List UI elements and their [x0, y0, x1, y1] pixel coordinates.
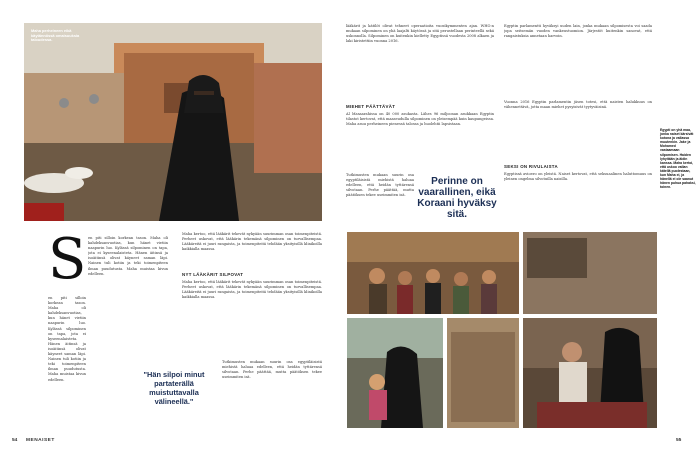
pull-quote-top: Perinne on vaarallinen, eikä Koraani hyväksy sitä.	[417, 176, 497, 220]
bottom-right-photo-collage	[347, 232, 657, 428]
page-number-right: 55	[676, 438, 682, 443]
body-text-bl-col2-top: Maha kertoo, että lääkärit tekevät nykyään suurimman osan toimenpiteistä. Perheet uskovat, että lääkärin tekemänä silpominen on turvallisempaa. Lääkäreitä ei juuri rangaista, ja toimenpiteitä tehdään yksityisillä klinikoilla kaikkialla maassa.	[182, 232, 322, 252]
body-text-col4-top: Egyptin parlamentti hyväksyi uuden lain, jonka mukaan silpomisesta voi saada jopa seitsemän vuoden vankeustuomion. Järjestöt kuitenkin sanovat, että rangaistuksia annetaan harvoin.	[504, 24, 652, 39]
pull-quote-bottom: "Hän silpoi minut partaterällä muistuttavalla välineellä."	[143, 370, 205, 406]
drop-cap: S	[48, 227, 87, 292]
body-text-col4-mid: Vuonna 2016 Egyptin parlamentin jäsen totesi, että naisten halukkuus on vähennettävä, jotta maan miehet pysyisivät tyytyväisinä.	[504, 100, 652, 110]
section-header-nyt: NYT LÄÄKÄRIT SILPOVAT	[182, 272, 244, 277]
page-number-left: 54	[12, 438, 18, 443]
body-text-bl-col1-b: en piti silloin korkean tason. Maha oli kahdeksanvuotias, kun hänet vietiin naapurin luo. Kylässä silpominen on tapa, jota ei kyseenalaisteta. Hänen äitinsä ja isoäitinsä olivat käyneet saman läpi. Nainen tuli kotiin ja teki toimenpiteen ilman puudutusta. Maha muistaa kivun edelleen.	[48, 296, 86, 382]
body-text-bl-col2: Maha kertoo, että lääkärit tekevät nykyään suurimman osan toimenpiteistä. Perheet uskovat, että lääkärin tekemänä silpominen on turvallisempaa. Lääkäreitä ei juuri rangaista, ja toimenpiteitä tehdään yksityisillä klinikoilla kaikkialla maassa.	[182, 280, 322, 300]
body-text-col3-bottom: Tutkimusten mukaan suurin osa egyptiläisistä miehistä haluaa edelleen, että heidän tyttärensä silvotaan. Perhe päättää, mutta päätöksen tekee useimmiten isä.	[346, 173, 414, 198]
section-header-miehet: MIEHET PÄÄTTÄVÄT	[346, 104, 396, 109]
right-margin-caption: Egypti on yhä maa, jonka naiset kärsivät kotona ja vallassa muutenkin. Jake ja Mohamed vastaamaan silpomisen. Haiden lyhyitään ja äidin kanssa. Maha kertoi, että uskoo vallan kätellä puolestaan, kun Maha ei, ja hänellä ei ole saanut hänen puhua pahaksi, toinen.	[660, 128, 696, 190]
footer-left-label: MENAISET	[26, 438, 55, 443]
body-text-col4-bottom: Egyptissä avioero on yleistä. Naiset kertovat, että seksuaalinen haluttomuus on yleinen ongelma silvotuilla naisilla.	[504, 172, 652, 182]
body-text-col3-mid: Al Masaarahissa on 40 000 asukasta. Lähes 96 miljoonan asukkaan Egyptin tilastot kertovat, että maaseudulla silpominen on yleisempää kuin kaupungeissa. Maha asuu perheineen pienessä talossa ja huolehtii lapsistaan.	[346, 112, 494, 127]
body-text-col3-top: lääkärit ja kätilöt olivat tehneet operaatioita vuosikymmenten ajan. WHO:n mukaan silpominen on yhä laajalti käytössä ja sitä perustellaan perinteellä sekä uskonnolla. Silpominen on kuitenkin kielletty Egyptissä vuodesta 2008 alkaen ja laki kiristettiin vuonna 2016.	[346, 24, 494, 44]
photo-collage	[347, 232, 657, 428]
top-left-photo	[24, 23, 322, 221]
section-header-seksi: SEKSI ON RIVULAISTA	[504, 164, 558, 169]
photo-caption: Maha perheineen eikä käytännössä omaisuuksia taloudessa.	[31, 28, 80, 43]
body-text-bl-col1: en piti silloin korkean tason. Maha oli kahdeksanvuotias, kun hänet vietiin naapurin luo. Kylässä silpominen on tapa, jota ei kyseenalaisteta. Hänen äitinsä ja isoäitinsä olivat käyneet saman läpi. Nainen tuli kotiin ja teki toimenpiteen ilman puudutusta. Maha muistaa kivun edelleen.	[88, 236, 168, 276]
photo-woman-in-niqab	[24, 23, 322, 221]
body-text-bl-col2-bottom: Tutkimusten mukaan suurin osa egyptiläisistä miehistä haluaa edelleen, että heidän tyttärensä silvotaan. Perhe päättää, mutta päätöksen tekee useimmiten isä.	[222, 360, 322, 380]
